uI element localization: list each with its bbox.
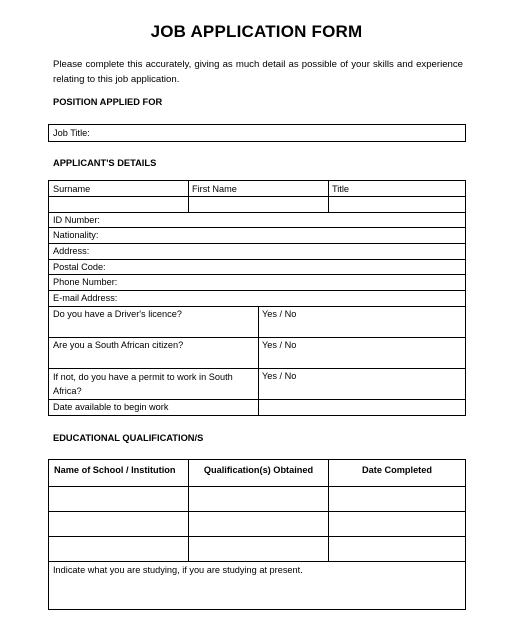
job-title-label: Job Title:: [53, 128, 90, 138]
licence-answer[interactable]: Yes / No: [262, 309, 297, 319]
intro-text: Please complete this accurately, giving as much detail as possible of your skills and experience relating to this job application.: [53, 59, 463, 85]
postal-code-label: Postal Code:: [53, 262, 106, 272]
date-available-label: Date available to begin work: [53, 402, 169, 412]
position-heading: POSITION APPLIED FOR: [53, 97, 163, 107]
education-heading: EDUCATIONAL QUALIFICATION/S: [53, 433, 204, 443]
address-label: Address:: [53, 246, 90, 256]
school-field-2[interactable]: [49, 512, 188, 536]
nationality-label: Nationality:: [53, 230, 99, 240]
col-school-header: Name of School / Institution: [54, 465, 176, 475]
permit-question: If not, do you have a permit to work in South Africa?: [53, 372, 233, 396]
school-field-1[interactable]: [49, 487, 188, 511]
qualification-field-1[interactable]: [189, 487, 328, 511]
studying-field[interactable]: [49, 578, 465, 609]
surname-field[interactable]: [49, 197, 188, 212]
applicant-details-table: [48, 180, 466, 416]
education-table: [48, 459, 466, 610]
title-label: Title: [332, 184, 350, 194]
licence-question: Do you have a Driver's licence?: [53, 309, 182, 319]
first-name-label: First Name: [192, 184, 237, 194]
form-title: JOB APPLICATION FORM: [150, 22, 363, 41]
citizen-question: Are you a South African citizen?: [53, 340, 184, 350]
id-number-label: ID Number:: [53, 215, 100, 225]
citizen-answer[interactable]: Yes / No: [262, 340, 297, 350]
qualification-field-2[interactable]: [189, 512, 328, 536]
date-field-1[interactable]: [329, 487, 465, 511]
school-field-3[interactable]: [49, 537, 188, 561]
job-title-field[interactable]: [48, 124, 466, 142]
date-field-2[interactable]: [329, 512, 465, 536]
studying-prompt: Indicate what you are studying, if you are studying at present.: [53, 565, 303, 575]
first-name-field[interactable]: [189, 197, 328, 212]
surname-label: Surname: [53, 184, 91, 194]
applicant-heading: APPLICANT'S DETAILS: [53, 158, 157, 168]
date-available-field[interactable]: [259, 400, 465, 415]
title-field[interactable]: [329, 197, 465, 212]
qualification-field-3[interactable]: [189, 537, 328, 561]
email-label: E-mail Address:: [53, 293, 118, 303]
col-qualification-header: Qualification(s) Obtained: [203, 465, 314, 475]
date-field-3[interactable]: [329, 537, 465, 561]
col-date-header: Date Completed: [362, 465, 432, 475]
permit-answer[interactable]: Yes / No: [262, 371, 297, 381]
phone-label: Phone Number:: [53, 277, 118, 287]
